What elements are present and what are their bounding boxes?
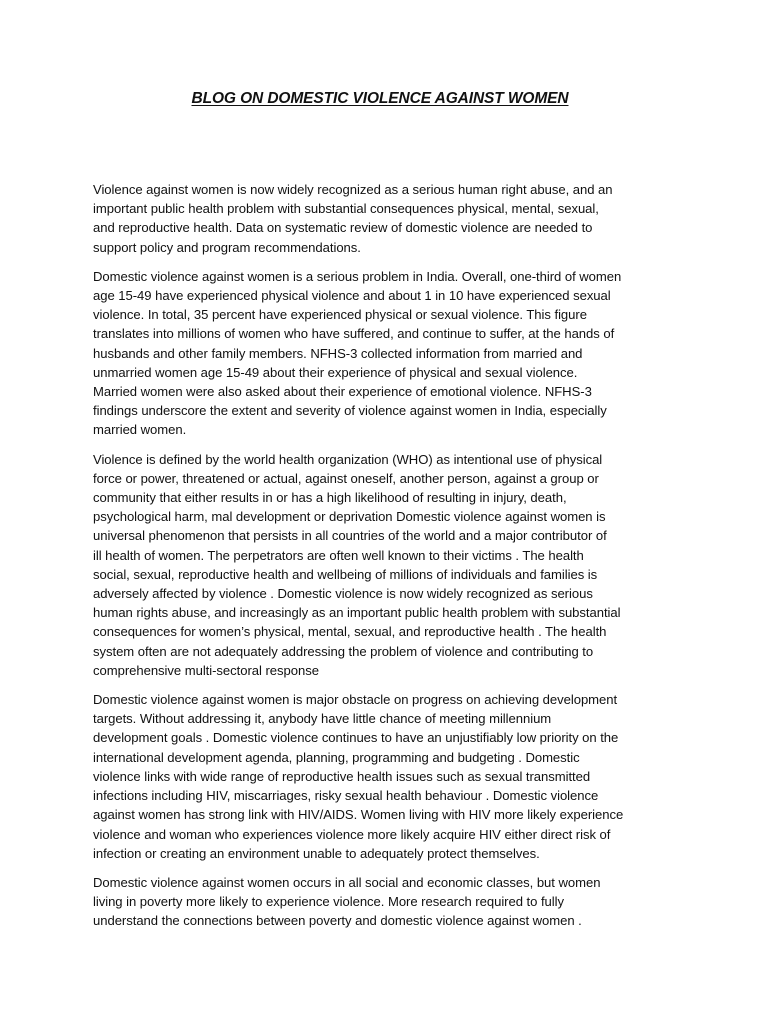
paragraph-2 xyxy=(93,267,683,440)
paragraph-line: violence and woman who experiences violence more likely acquire HIV either direct risk of xyxy=(93,826,611,842)
paragraph-line: translates into millions of women who have suffered, and continue to suffer, at the hands of xyxy=(93,326,615,342)
paragraph-line: against women has strong link with HIV/AIDS. Women living with HIV more likely experience xyxy=(93,807,624,823)
paragraph-line: living in poverty more likely to experience violence. More research required to fully xyxy=(93,894,564,910)
paragraph-line: understand the connections between poverty and domestic violence against women . xyxy=(93,913,582,929)
paragraph-line: and reproductive health. Data on systematic review of domestic violence are needed to xyxy=(93,220,593,236)
paragraph-line: infections including HIV, miscarriages, risky sexual health behaviour . Domestic violence xyxy=(93,788,599,804)
paragraph-line: ill health of women. The perpetrators are often well known to their victims . The health xyxy=(93,547,584,563)
paragraph-line: Domestic violence against women occurs in all social and economic classes, but women xyxy=(93,874,601,890)
document-title: BLOG ON DOMESTIC VIOLENCE AGAINST WOMEN xyxy=(191,90,569,107)
paragraph-line: married women. xyxy=(93,422,187,438)
paragraph-5 xyxy=(93,873,683,931)
paragraph-line: development goals . Domestic violence continues to have an unjustifiably low priority on the xyxy=(93,730,619,746)
paragraph-line: important public health problem with substantial consequences physical, mental, sexual, xyxy=(93,201,599,217)
paragraph-line: comprehensive multi-sectoral response xyxy=(93,662,319,678)
paragraph-line: violence. In total, 35 percent have experienced physical or sexual violence. This figure xyxy=(93,307,587,323)
paragraph-line: unmarried women age 15-49 about their experience of physical and sexual violence. xyxy=(93,364,578,380)
paragraph-3 xyxy=(93,450,683,680)
paragraph-line: Domestic violence against women is a serious problem in India. Overall, one-third of women xyxy=(93,268,622,284)
paragraph-line: human rights abuse, and increasingly as an important public health problem with substantial xyxy=(93,605,621,621)
paragraph-line: psychological harm, mal development or deprivation Domestic violence against women is xyxy=(93,509,606,525)
paragraph-line: Violence is defined by the world health organization (WHO) as intentional use of physical xyxy=(93,451,603,467)
paragraph-line: findings underscore the extent and severity of violence against women in India, especially xyxy=(93,403,607,419)
paragraph-line: force or power, threatened or actual, against oneself, another person, against a group or xyxy=(93,470,599,486)
paragraph-4 xyxy=(93,690,683,863)
paragraph-1 xyxy=(93,180,683,257)
paragraph-line: international development agenda, planning, programming and budgeting . Domestic xyxy=(93,749,580,765)
paragraph-line: infection or creating an environment unable to adequately protect themselves. xyxy=(93,845,540,861)
paragraph-line: universal phenomenon that persists in all countries of the world and a major contributor of xyxy=(93,528,607,544)
document-body xyxy=(93,180,683,941)
paragraph-line: violence links with wide range of reproductive health issues such as sexual transmitted xyxy=(93,768,591,784)
paragraph-line: husbands and other family members. NFHS-3 collected information from married and xyxy=(93,345,583,361)
paragraph-line: Violence against women is now widely recognized as a serious human right abuse, and an xyxy=(93,182,613,197)
paragraph-line: Domestic violence against women is major obstacle on progress on achieving development xyxy=(93,692,618,708)
paragraph-line: social, sexual, reproductive health and wellbeing of millions of individuals and families is xyxy=(93,566,598,582)
paragraph-line: support policy and program recommendations. xyxy=(93,239,361,255)
paragraph-line: age 15-49 have experienced physical violence and about 1 in 10 have experienced sexual xyxy=(93,288,611,304)
paragraph-line: targets. Without addressing it, anybody have little chance of meeting millennium xyxy=(93,711,552,727)
paragraph-line: adversely affected by violence . Domestic violence is now widely recognized as serious xyxy=(93,586,593,602)
paragraph-line: community that either results in or has a high likelihood of resulting in injury, death, xyxy=(93,490,567,506)
paragraph-line: Married women were also asked about their experience of emotional violence. NFHS-3 xyxy=(93,384,592,400)
paragraph-line: consequences for women’s physical, mental, sexual, and reproductive health . The health xyxy=(93,624,607,640)
paragraph-line: system often are not adequately addressing the problem of violence and contributing to xyxy=(93,643,594,659)
